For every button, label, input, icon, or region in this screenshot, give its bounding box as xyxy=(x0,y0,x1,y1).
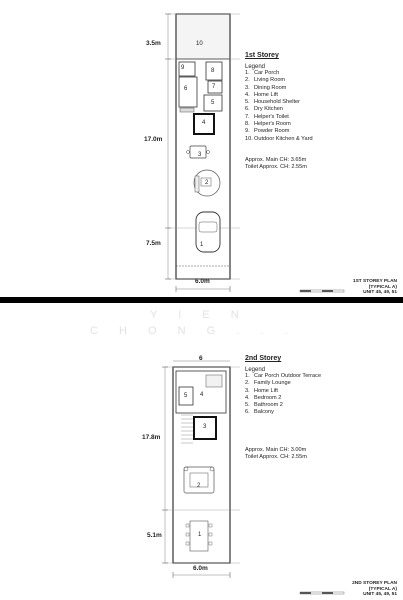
legend-item: 4. Bedroom 2 xyxy=(245,394,282,401)
ceiling-height-note: Toilet Approx. CH: 2.55m xyxy=(245,454,307,461)
legend-item: 2. Living Room xyxy=(245,77,286,84)
first-storey-sheet xyxy=(0,0,403,297)
legend-item: 3. Dining Room xyxy=(245,84,287,91)
legend-panel xyxy=(245,52,313,172)
room-number: 1 xyxy=(198,532,202,538)
legend-item: 1. Car Porch xyxy=(245,70,280,76)
legend-item: 7. Helper's Toilet xyxy=(245,113,289,120)
plan-subtitle: (TYPICAL A) xyxy=(368,284,397,290)
legend-item: 5. Household Shelter xyxy=(245,99,301,106)
legend-item: 6. Balcony xyxy=(245,409,274,416)
legend-item: 6. Dry Kitchen xyxy=(245,106,283,113)
room-number: 3 xyxy=(203,424,207,430)
dimension-label: 6 xyxy=(199,355,203,362)
plan-title-block xyxy=(352,581,397,598)
dimension-label: 6.0m xyxy=(195,278,210,285)
room-number: 10 xyxy=(196,41,203,47)
legend-title: 1st Storey xyxy=(245,52,279,59)
dimension-label: 3.5m xyxy=(146,40,161,47)
plan-units: UNIT 45, 49, 51 xyxy=(363,290,397,296)
watermark: C H O N G . . . xyxy=(90,325,297,337)
room-number: 5 xyxy=(184,393,188,399)
legend-item: 2. Family Lounge xyxy=(245,380,291,387)
legend-panel xyxy=(245,355,321,461)
room-number: 5 xyxy=(211,100,215,106)
legend-item: 3. Home Lift xyxy=(245,387,278,394)
ceiling-height-note: Toilet Approx. CH: 2.55m xyxy=(245,164,307,171)
legend-list xyxy=(245,373,321,417)
dimension-label: 5.1m xyxy=(147,532,162,539)
legend-title: 2nd Storey xyxy=(245,355,282,362)
dimension-label: 17.0m xyxy=(144,136,163,143)
dimension-label: 17.8m xyxy=(142,434,161,441)
legend-heading: Legend xyxy=(245,64,266,70)
watermark: Y I E N xyxy=(150,309,248,321)
dimension-label: 6.0m xyxy=(193,565,208,572)
plan-subtitle: (TYPICAL A) xyxy=(368,586,397,592)
second-storey-sheet xyxy=(0,303,403,600)
legend-item: 5. Bathroom 2 xyxy=(245,402,283,409)
legend-heading: Legend xyxy=(245,367,266,373)
ceiling-height-note: Approx. Main CH: 3.65m xyxy=(245,156,307,163)
second-storey-floor-plan xyxy=(0,303,403,600)
room-number: 1 xyxy=(200,242,204,248)
legend-item: 4. Home Lift xyxy=(245,91,278,98)
room-number: 7 xyxy=(212,84,216,90)
room-number: 6 xyxy=(184,86,188,92)
legend-item: 9. Powder Room xyxy=(245,128,290,135)
plan-title: 1ST STOREY PLAN xyxy=(352,279,397,284)
plan-title: 2ND STOREY PLAN xyxy=(352,581,397,586)
room-number: 3 xyxy=(198,152,202,158)
room-number: 4 xyxy=(200,392,204,398)
plan-title-block xyxy=(353,279,397,296)
legend-item: 1. Car Porch Outdoor Terrace xyxy=(245,373,322,379)
room-number: 2 xyxy=(197,483,201,489)
room-number: 8 xyxy=(211,68,215,74)
legend-item: 10.Outdoor Kitchen & Yard xyxy=(245,135,313,142)
room-number: 2 xyxy=(205,180,209,186)
plan-units: UNIT 45, 49, 51 xyxy=(363,592,397,598)
legend-item: 8. Helper's Room xyxy=(245,121,291,128)
legend-list xyxy=(245,70,313,143)
room-number: 9 xyxy=(181,65,185,71)
ceiling-height-note: Approx. Main CH: 3.00m xyxy=(245,446,307,453)
dimension-label: 7.5m xyxy=(146,240,161,247)
room-number: 4 xyxy=(202,120,206,126)
